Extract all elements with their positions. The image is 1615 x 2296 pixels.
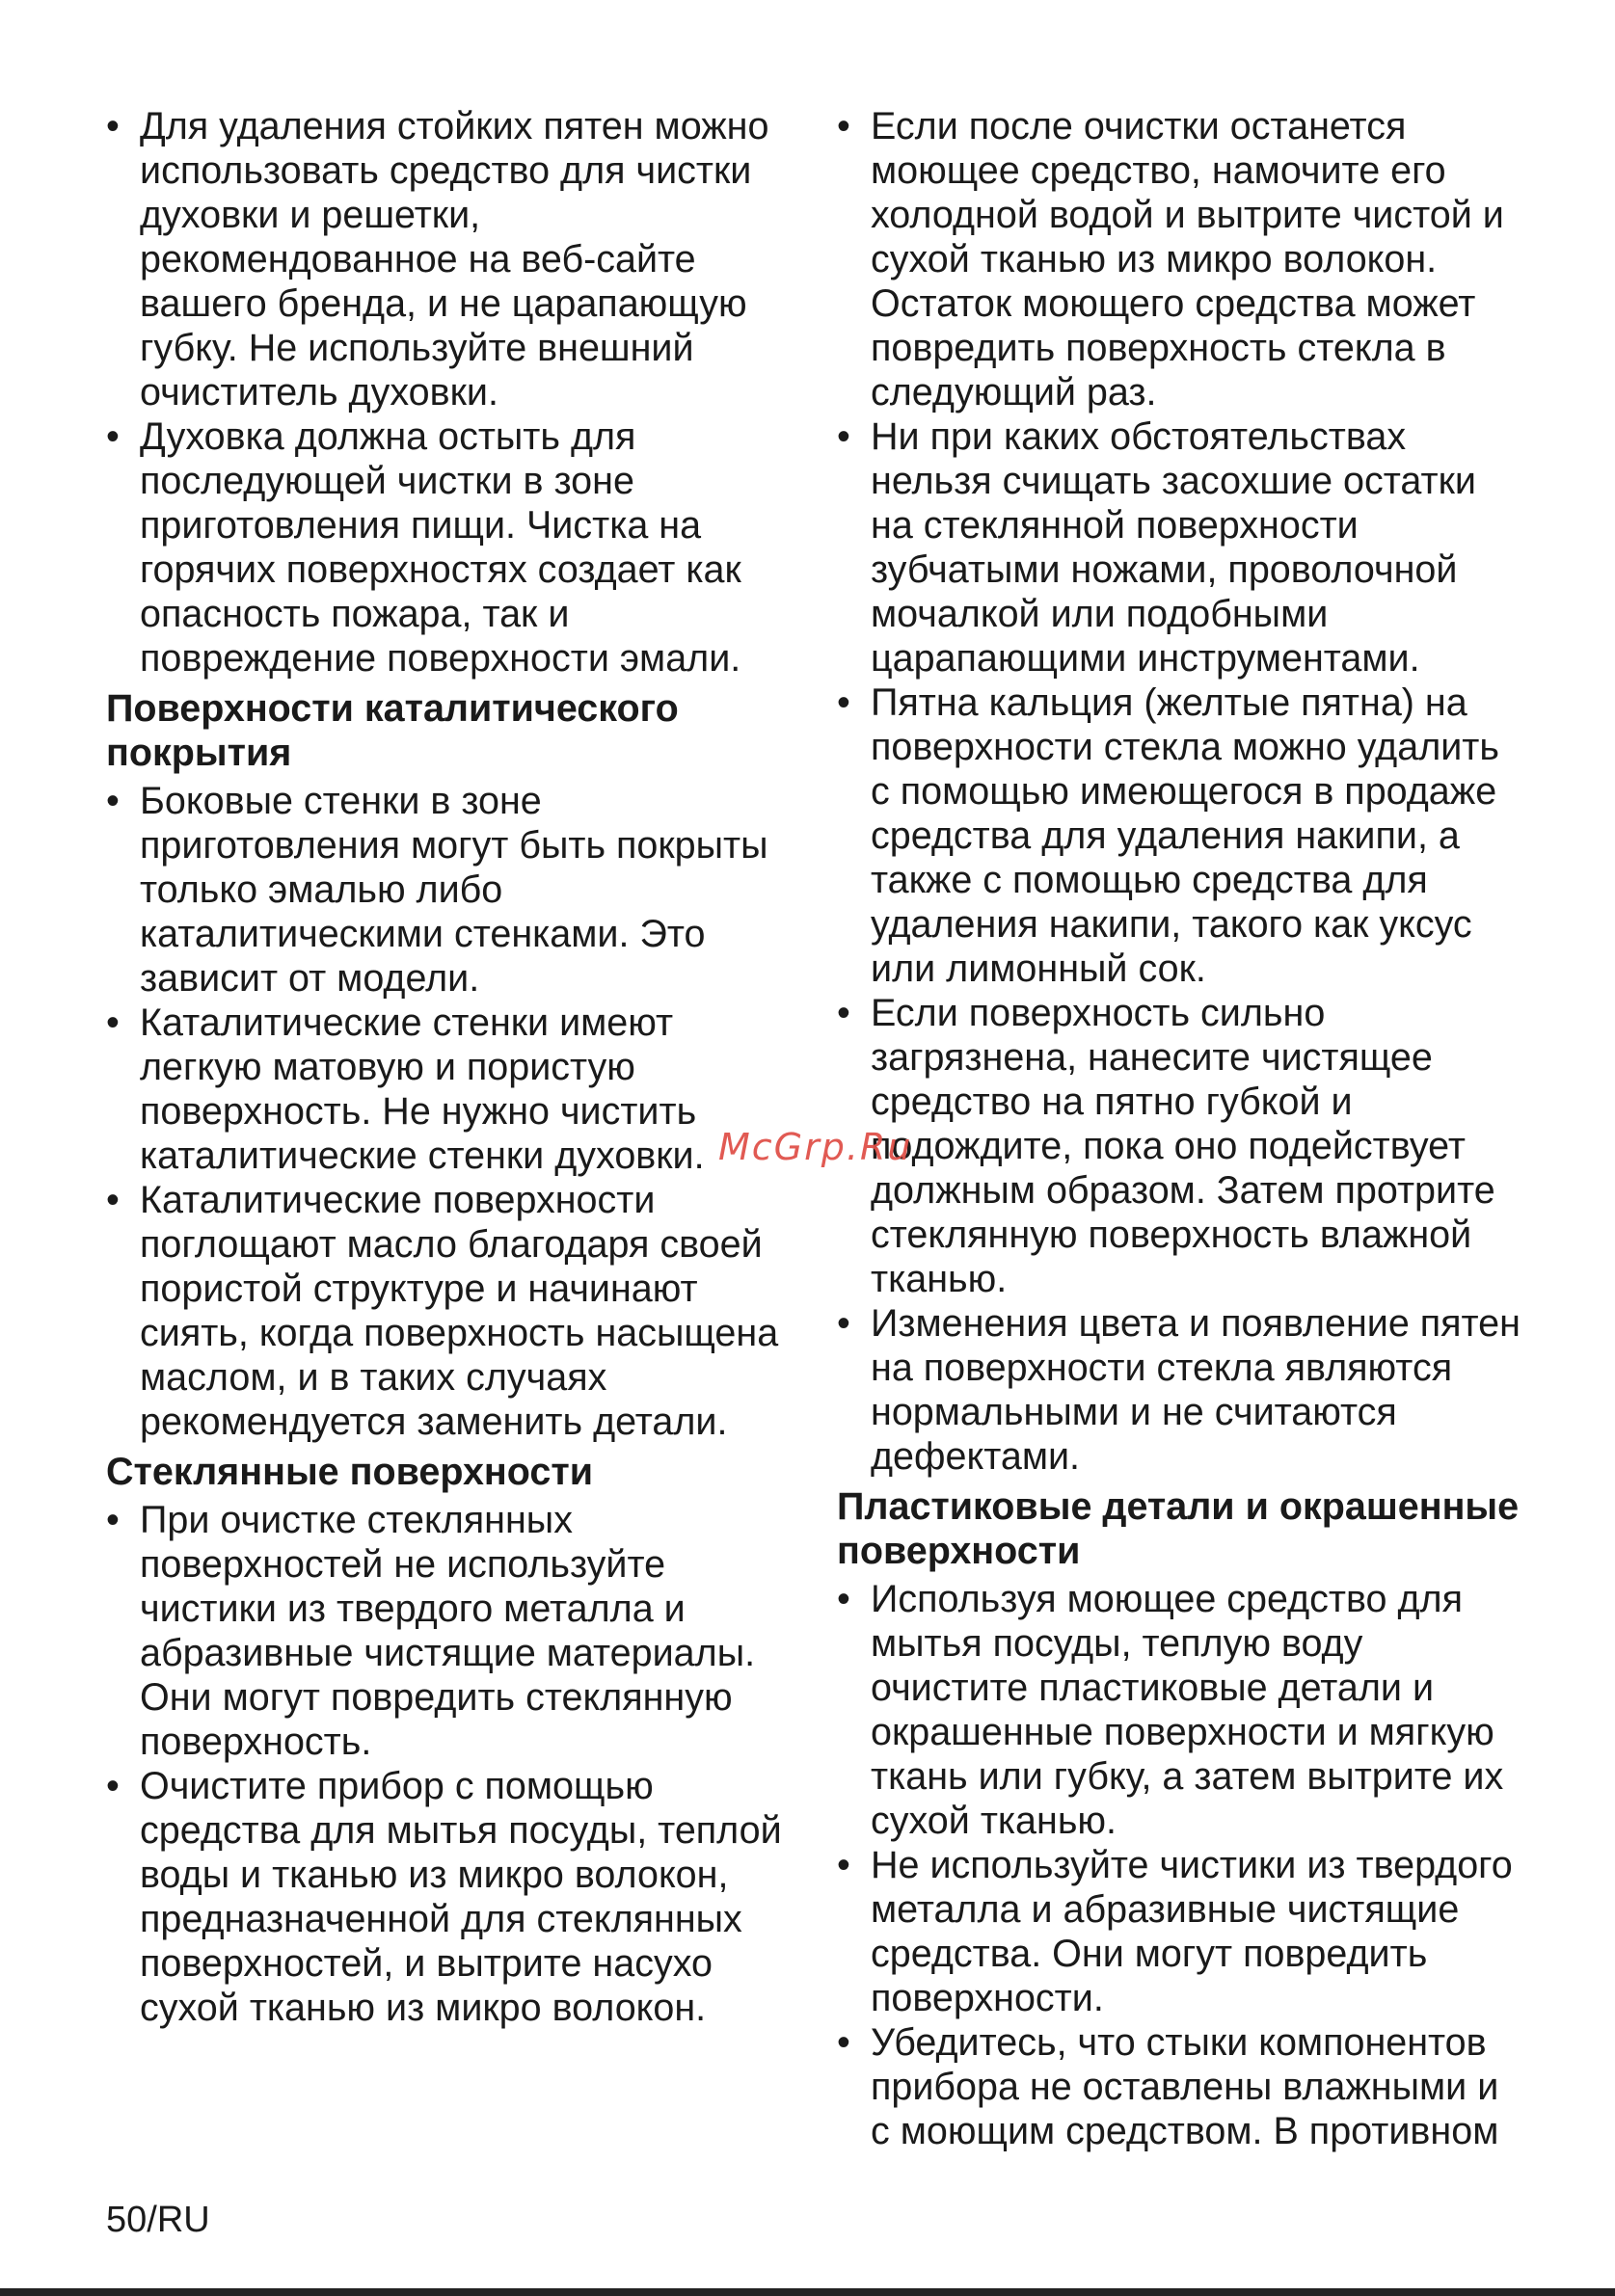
bullet-icon: • [837, 2021, 850, 2064]
list-item [837, 681, 1523, 991]
bullet-icon: • [837, 415, 850, 458]
bullet-icon: • [837, 1302, 850, 1345]
list-item-text: Изменения цвета и появление пятен на поверхности стекла являются нормальными и не считаются дефектами. [871, 1302, 1521, 1478]
list-item [837, 1843, 1523, 2020]
bullet-icon: • [837, 1578, 850, 1620]
list-item-text: Для удаления стойких пятен можно использовать средство для чистки духовки и решетки, рекомендованное на веб-сайте вашего бренда, и не царапающую губку. Не используйте внешний очиститель духовки. [140, 105, 769, 414]
list-item-text: Используя моющее средство для мытья посуды, теплую воду очистите пластиковые детали и окрашенные поверхности и мягкую ткань или губку, а затем вытрите их сухой тканью. [871, 1578, 1504, 1842]
bullet-icon: • [106, 780, 120, 822]
list-item [837, 1577, 1523, 1843]
right-column [837, 104, 1523, 2153]
section-heading-glass: Стеклянные поверхности [106, 1451, 593, 1493]
list-item [837, 991, 1523, 1301]
list-item [106, 104, 800, 414]
list-item [106, 414, 800, 681]
list-item [106, 1001, 800, 1178]
list-item-text: Если после очистки останется моющее средство, намочите его холодной водой и вытрите чистой и сухой тканью из микро волокон. Остаток моющего средства может повредить поверхность стекла в следующий раз. [871, 105, 1504, 414]
bullet-icon: • [106, 1179, 120, 1221]
bottom-divider [0, 2288, 1615, 2296]
bullet-icon: • [106, 1001, 120, 1044]
list-item [106, 779, 800, 1001]
bullet-icon: • [106, 1765, 120, 1807]
section-heading-plastic: Пластиковые детали и окрашенные поверхности [837, 1485, 1520, 1572]
list-item-text: Пятна кальция (желтые пятна) на поверхности стекла можно удалить с помощью имеющегося в продаже средства для удаления накипи, а также с помощью средства для удаления накипи, такого как уксус или лимонный сок. [871, 681, 1499, 990]
list-item-text: Ни при каких обстоятельствах нельзя счищать засохшие остатки на стеклянной поверхности зубчатыми ножами, проволочной мочалкой или подобными царапающими инструментами. [871, 415, 1476, 680]
bullet-icon: • [106, 415, 120, 458]
bullet-icon: • [837, 992, 850, 1034]
list-item [837, 2020, 1523, 2153]
watermark: McGrp.Ru [718, 1126, 913, 1168]
list-item-text: Каталитические поверхности поглощают масло благодаря своей пористой структуре и начинают сиять, когда поверхность насыщена маслом, и в таких случаях рекомендуется заменить детали. [140, 1179, 779, 1443]
list-item-text: Каталитические стенки имеют легкую матовую и пористую поверхность. Не нужно чистить каталитические стенки духовки. [140, 1001, 705, 1177]
list-item-text: Если поверхность сильно загрязнена, нанесите чистящее средство на пятно губкой и подождите, пока оно подействует должным образом. Затем протрите стеклянную поверхность влажной тканью. [871, 992, 1495, 1300]
bullet-icon: • [837, 681, 850, 724]
list-item [106, 1178, 800, 1444]
list-item-text: Боковые стенки в зоне приготовления могут быть покрыты только эмалью либо каталитическими стенками. Это зависит от модели. [140, 780, 768, 1000]
list-item-text: Убедитесь, что стыки компонентов прибора не оставлены влажными и с моющим средством. В противном [871, 2021, 1499, 2152]
list-item [106, 1764, 800, 2030]
list-item-text: При очистке стеклянных поверхностей не используйте чистики из твердого металла и абразивные чистящие материалы. Они могут повредить стеклянную поверхность. [140, 1499, 756, 1763]
list-item-text: Духовка должна остыть для последующей чистки в зоне приготовления пищи. Чистка на горячих поверхностях создает как опасность пожара, так и повреждение поверхности эмали. [140, 415, 741, 680]
list-item [837, 104, 1523, 414]
list-item-text: Очистите прибор с помощью средства для мытья посуды, теплой воды и тканью из микро волокон, предназначенной для стеклянных поверхностей, и вытрите насухо сухой тканью из микро волокон. [140, 1765, 782, 2029]
bullet-icon: • [106, 105, 120, 147]
bullet-icon: • [837, 105, 850, 147]
list-item-text: Не используйте чистики из твердого металла и абразивные чистящие средства. Они могут повредить поверхности. [871, 1844, 1513, 2019]
section-heading-catalytic: Поверхности каталитического покрытия [106, 687, 679, 774]
bullet-icon: • [106, 1499, 120, 1541]
list-item [837, 1301, 1523, 1479]
list-item [106, 1498, 800, 1764]
bullet-icon: • [837, 1844, 850, 1886]
page-number: 50/RU [106, 2200, 210, 2240]
left-column [106, 104, 800, 2030]
list-item [837, 414, 1523, 681]
